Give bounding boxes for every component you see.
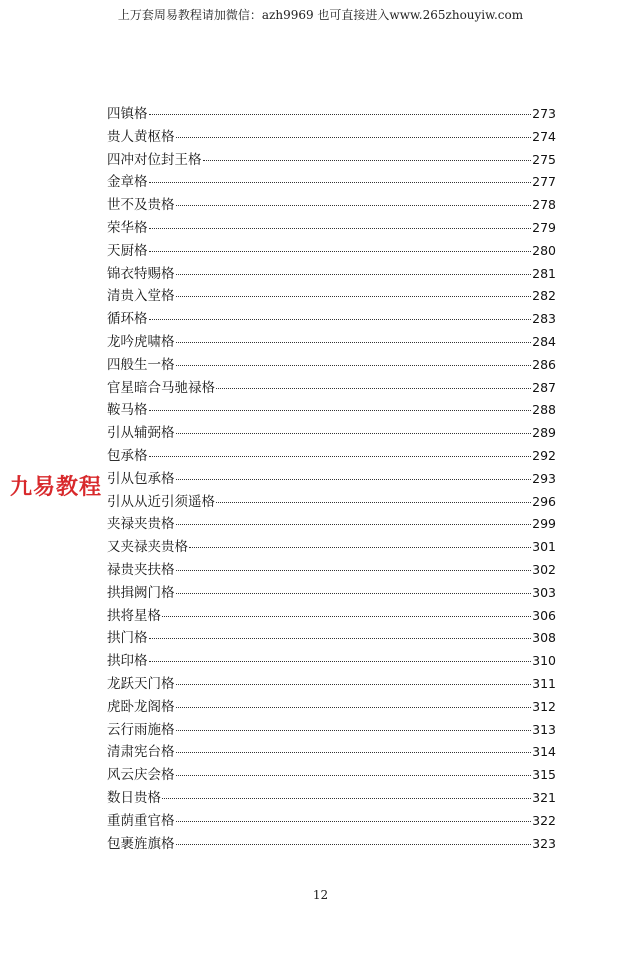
toc-entry[interactable] [107, 422, 556, 445]
toc-entry-title: 风云庆会格 [107, 767, 175, 784]
toc-entry-page: 314 [532, 744, 556, 760]
toc-entry-page: 280 [532, 242, 556, 258]
toc-entry-title: 重荫重官格 [107, 812, 175, 829]
toc-entry-title: 拱揖阙门格 [107, 584, 175, 601]
toc-entry[interactable] [107, 810, 556, 833]
toc-dot-leader [203, 159, 532, 161]
toc-dot-leader [176, 706, 532, 708]
toc-entry[interactable] [107, 149, 556, 172]
toc-entry[interactable] [107, 308, 556, 331]
toc-dot-leader [149, 455, 532, 457]
toc-entry[interactable] [107, 285, 556, 308]
toc-dot-leader [176, 683, 532, 685]
toc-entry-title: 拱印格 [107, 653, 148, 670]
toc-entry-page: 311 [532, 675, 556, 691]
toc-entry-page: 321 [532, 789, 556, 805]
toc-dot-leader [176, 364, 532, 366]
toc-dot-leader [176, 729, 532, 731]
toc-dot-leader [149, 637, 532, 639]
toc-entry-page: 289 [532, 425, 556, 441]
toc-dot-leader [176, 751, 532, 753]
table-of-contents [107, 103, 556, 855]
toc-dot-leader [149, 660, 532, 662]
toc-dot-leader [176, 843, 532, 845]
toc-entry-page: 308 [532, 630, 556, 646]
toc-dot-leader [189, 546, 531, 548]
toc-entry-page: 273 [532, 106, 556, 121]
toc-entry[interactable] [107, 536, 556, 559]
toc-entry[interactable] [107, 240, 556, 263]
toc-entry-page: 293 [532, 470, 556, 486]
toc-entry-title: 夹禄夹贵格 [107, 516, 175, 533]
toc-entry[interactable] [107, 194, 556, 217]
toc-entry-title: 虎卧龙阁格 [107, 698, 175, 715]
toc-dot-leader [176, 341, 532, 343]
toc-dot-leader [176, 569, 532, 571]
toc-entry-page: 301 [532, 539, 556, 555]
toc-entry[interactable] [107, 354, 556, 377]
toc-entry-page: 302 [532, 561, 556, 577]
toc-entry-title: 清贵入堂格 [107, 288, 175, 305]
toc-entry[interactable] [107, 833, 556, 856]
toc-entry[interactable] [107, 491, 556, 514]
toc-entry-page: 286 [532, 356, 556, 372]
toc-entry-page: 287 [532, 379, 556, 395]
watermark-logo: 九易教程 [8, 470, 104, 501]
toc-dot-leader [176, 820, 532, 822]
toc-entry-page: 315 [532, 767, 556, 783]
toc-entry-title: 拱将星格 [107, 607, 161, 624]
toc-entry-title: 龙跃天门格 [107, 675, 175, 692]
toc-entry[interactable] [107, 263, 556, 286]
toc-entry[interactable] [107, 399, 556, 422]
toc-entry-page: 283 [532, 311, 556, 327]
toc-entry-title: 循环格 [107, 311, 148, 328]
toc-entry-title: 金章格 [107, 174, 148, 191]
toc-entry[interactable] [107, 627, 556, 650]
toc-entry-page: 296 [532, 493, 556, 509]
toc-entry-title: 鞍马格 [107, 402, 148, 419]
toc-entry-page: 277 [532, 174, 556, 190]
toc-entry[interactable] [107, 559, 556, 582]
toc-dot-leader [216, 501, 531, 503]
toc-entry-page: 279 [532, 219, 556, 235]
toc-entry-title: 荣华格 [107, 219, 148, 236]
page-header: 上万套周易教程请加微信：azh9969 也可直接进入www.265zhouyiw.com [117, 8, 524, 22]
toc-dot-leader [176, 432, 532, 434]
toc-entry-page: 323 [532, 835, 556, 851]
toc-entry-title: 引从包承格 [107, 470, 175, 487]
toc-entry[interactable] [107, 673, 556, 696]
toc-entry[interactable] [107, 126, 556, 149]
toc-entry-title: 龙吟虎啸格 [107, 333, 175, 350]
toc-entry[interactable] [107, 741, 556, 764]
toc-entry[interactable] [107, 582, 556, 605]
toc-dot-leader [176, 204, 532, 206]
toc-dot-leader [176, 273, 532, 275]
toc-dot-leader [149, 250, 532, 252]
toc-entry-page: 306 [532, 607, 556, 623]
toc-entry-title: 包裹旌旗格 [107, 835, 175, 852]
toc-entry-title: 锦衣特赐格 [107, 265, 175, 282]
toc-entry-title: 又夹禄夹贵格 [107, 539, 188, 556]
toc-entry-page: 288 [532, 402, 556, 418]
toc-entry-page: 313 [532, 721, 556, 737]
toc-entry-title: 引从从近引须遥格 [107, 493, 215, 510]
toc-entry-title: 拱门格 [107, 630, 148, 647]
toc-entry-title: 贵人黄枢格 [107, 128, 175, 145]
toc-entry-title: 包承格 [107, 447, 148, 464]
toc-entry[interactable] [107, 764, 556, 787]
toc-dot-leader [176, 523, 532, 525]
toc-dot-leader [216, 387, 531, 389]
toc-dot-leader [149, 227, 532, 229]
toc-dot-leader [162, 615, 531, 617]
toc-entry[interactable] [107, 696, 556, 719]
toc-entry-title: 官星暗合马驰禄格 [107, 379, 215, 396]
toc-entry[interactable] [107, 468, 556, 491]
toc-entry-title: 天厨格 [107, 242, 148, 259]
toc-dot-leader [149, 318, 532, 320]
toc-entry-title: 四般生一格 [107, 356, 175, 373]
toc-dot-leader [176, 136, 532, 138]
toc-dot-leader [149, 181, 532, 183]
toc-dot-leader [176, 774, 532, 776]
toc-entry[interactable] [107, 787, 556, 810]
toc-entry-title: 数日贵格 [107, 789, 161, 806]
toc-entry-page: 322 [532, 812, 556, 828]
toc-entry[interactable] [107, 650, 556, 673]
toc-entry[interactable] [107, 331, 556, 354]
toc-entry-title: 引从辅弼格 [107, 425, 175, 442]
toc-entry-title: 四冲对位封王格 [107, 151, 202, 168]
toc-entry[interactable] [107, 513, 556, 536]
page-number: 12 [312, 888, 329, 902]
toc-entry[interactable] [107, 171, 556, 194]
toc-entry-title: 清肃宪台格 [107, 744, 175, 761]
toc-entry[interactable] [107, 605, 556, 628]
toc-entry-title: 四镇格 [107, 106, 148, 122]
toc-dot-leader [176, 295, 532, 297]
toc-dot-leader [149, 113, 532, 115]
toc-entry-page: 299 [532, 516, 556, 532]
toc-entry-page: 274 [532, 128, 556, 144]
toc-entry[interactable] [107, 377, 556, 400]
toc-entry-page: 312 [532, 698, 556, 714]
toc-dot-leader [149, 409, 532, 411]
toc-dot-leader [176, 592, 532, 594]
toc-entry[interactable] [107, 445, 556, 468]
toc-entry-title: 世不及贵格 [107, 197, 175, 214]
toc-entry[interactable] [107, 103, 556, 126]
toc-entry-page: 284 [532, 333, 556, 349]
toc-entry-title: 云行雨施格 [107, 721, 175, 738]
toc-entry-title: 禄贵夹扶格 [107, 561, 175, 578]
toc-entry-page: 278 [532, 197, 556, 213]
toc-dot-leader [176, 478, 532, 480]
toc-entry[interactable] [107, 719, 556, 742]
toc-entry-page: 292 [532, 447, 556, 463]
toc-dot-leader [162, 797, 531, 799]
toc-entry-page: 282 [532, 288, 556, 304]
toc-entry[interactable] [107, 217, 556, 240]
toc-entry-page: 281 [532, 265, 556, 281]
toc-entry-page: 303 [532, 584, 556, 600]
toc-entry-page: 310 [532, 653, 556, 669]
toc-entry-page: 275 [532, 151, 556, 167]
